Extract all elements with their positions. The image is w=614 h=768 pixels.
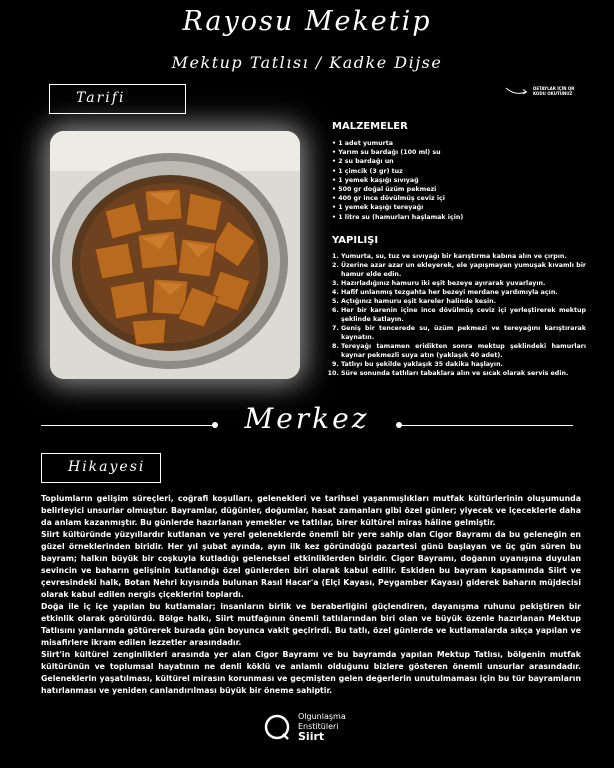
ingredients-title: MALZEMELER: [332, 121, 408, 132]
step-item: 2. Üzerine azar azar un ekleyerek, ele yapışmayan yumuşak kıvamlı bir hamur elde edin.: [341, 261, 586, 279]
page-title: Rayosu Meketip: [182, 6, 432, 37]
step-item: 4. Hafif unlanmış tezgahta her bezeyi merdane yardımıyla açın.: [341, 288, 586, 297]
step-item: 3. Hazırladığınız hamuru iki eşit bezeye ayırarak yuvarlayın.: [341, 279, 586, 288]
ingredient-item: • 1 adet yumurta: [332, 139, 463, 148]
story-paragraph: Doğa ile iç içe yapılan bu kutlamalar; insanların birlik ve beraberliğini güçlendiren, dayanışma ruhunu pekiştiren bir etkinlik olarak görülürdü. Bölge halkı, Siirt mutfağının önemli tatlılarından biri olan ve büyük özenle hazırlanan Mektup Tatlısını yanlarında götürerek burada gün boyunca vakit geçirirdi. Bu tatlı, özel günlerde ve kutlamalarda sıkça yapılan ve misafirlere ikram edilen lezzetler arasındadır.: [41, 602, 581, 647]
ingredient-item: • 1 çimcik (3 gr) tuz: [332, 167, 463, 176]
hikaye-label: Hikayesi: [41, 453, 161, 483]
logo-line3: Siirt: [298, 730, 325, 743]
ingredient-item: • 1 litre su (hamurları haşlamak için): [332, 213, 463, 222]
ingredient-item: • 1 yemek kaşığı sıvıyağ: [332, 176, 463, 185]
step-item: 8. Tereyağı tamamen eridikten sonra mektup şeklindeki hamurları kaynar pekmezli suya atın (yaklaşık 40 adet).: [341, 342, 586, 360]
section-title: Merkez: [244, 402, 370, 435]
institute-logo-icon: [262, 712, 292, 742]
steps-list: [332, 252, 586, 378]
steps-title: YAPILIŞI: [332, 235, 379, 246]
story-paragraph: Siirt'in kültürel zenginlikleri arasında yer alan Cigor Bayramı ve bu bayramda yapılan Mektup Tatlısı, bölgenin mutfak kültürünün ve toplumsal hayatının ne denli köklü ve anlamlı olduğunu bizlere gösteren önemli unsurlar arasındadır. Geleneklerin yaşatılması, kültürel mirasın korunması ve geçmişten gelen değerlerin unutulmaması için bu tür bayramların hatırlanması ve yeniden canlandırılması büyük bir öneme sahiptir.: [41, 650, 581, 695]
story-text: [41, 493, 581, 697]
logo-line1: Olgunlaşma: [298, 712, 346, 721]
qr-note: [505, 86, 577, 96]
step-item: 6. Her bir karenin içine ince dövülmüş ceviz içi yerleştirerek mektup şeklinde katlayın.: [341, 306, 586, 324]
tarif-label: Tarifi: [49, 84, 186, 114]
step-item: 7. Geniş bir tencerede su, üzüm pekmezi ve tereyağını karıştırarak kaynatın.: [341, 324, 586, 342]
page-subtitle: Mektup Tatlısı / Kadke Dijse: [171, 53, 443, 72]
ingredient-item: • 2 su bardağı un: [332, 157, 463, 166]
ingredient-item: • Yarım su bardağı (100 ml) su: [332, 148, 463, 157]
step-item: 9. Tatlıyı bu şekilde yaklaşık 35 dakika haşlayın.: [341, 360, 586, 369]
ingredient-item: • 1 yemek kaşığı tereyağı: [332, 203, 463, 212]
right-divider: [399, 425, 573, 426]
ingredients-list: [332, 139, 463, 222]
story-paragraph: Siirt kültüründe yüzyıllardır kutlanan ve yerel geleneklerde önemli bir yere sahip olan Cigor Bayramı da bu geleneğin en güzel örneklerinden biridir. Her yıl şubat ayında, ayın ilk kez göründüğü pazartesi günü başlayan ve üç gün süren bu bayram; halkın büyük bir coşkuyla kutladığı geleneksel etkinliklerden biridir. Cigor Bayramı, doğanın uyanışına duyulan sevincin ve baharın gelişinin kutlandığı özel günlerden biri olarak kabul edilir. Eskiden bu bayram kapsamında Siirt ve çevresindeki halk, Botan Nehri kıyısında bulunan Rasıl Hacar'a (Elçi Kayası, Peygamber Kayası) giderek baharın müjdecisi olarak kabul edilen nergis çiçeklerini toplardı.: [41, 530, 581, 599]
step-item: 5. Açtığınız hamuru eşit kareler halinde kesin.: [341, 297, 586, 306]
ingredient-item: • 500 gr doğal üzüm pekmezi: [332, 185, 463, 194]
qr-note-text: DETAYLAR İÇİN QR KODU OKUTUNUZ: [533, 86, 575, 96]
dessert-photo: [50, 131, 300, 379]
logo-line2: Enstitüleri: [298, 722, 339, 731]
ingredient-item: • 400 gr ince dövülmüş ceviz içi: [332, 194, 463, 203]
curved-arrow-icon: [505, 86, 529, 96]
step-item: 10. Süre sonunda tatlıları tabaklara alın ve sıcak olarak servis edin.: [341, 369, 586, 378]
step-item: 1. Yumurta, su, tuz ve sıvıyağı bir karıştırma kabına alın ve çırpın.: [341, 252, 586, 261]
institute-logo: [262, 712, 346, 742]
story-paragraph: Toplumların gelişim süreçleri, coğrafi koşulları, gelenekleri ve tarihsel yaşanmışlıkları mutfak kültürlerinin oluşumunda belirleyici unsurlar olmuştur. Bayramlar, düğünler, doğumlar, hasat zamanları gibi özel günler; yiyecek ve içeceklerle daha da anlam kazanmıştır. Bu günlerde hazırlanan yemekler ve tatlılar, birer kültürel miras hâline gelmiştir.: [41, 494, 581, 527]
